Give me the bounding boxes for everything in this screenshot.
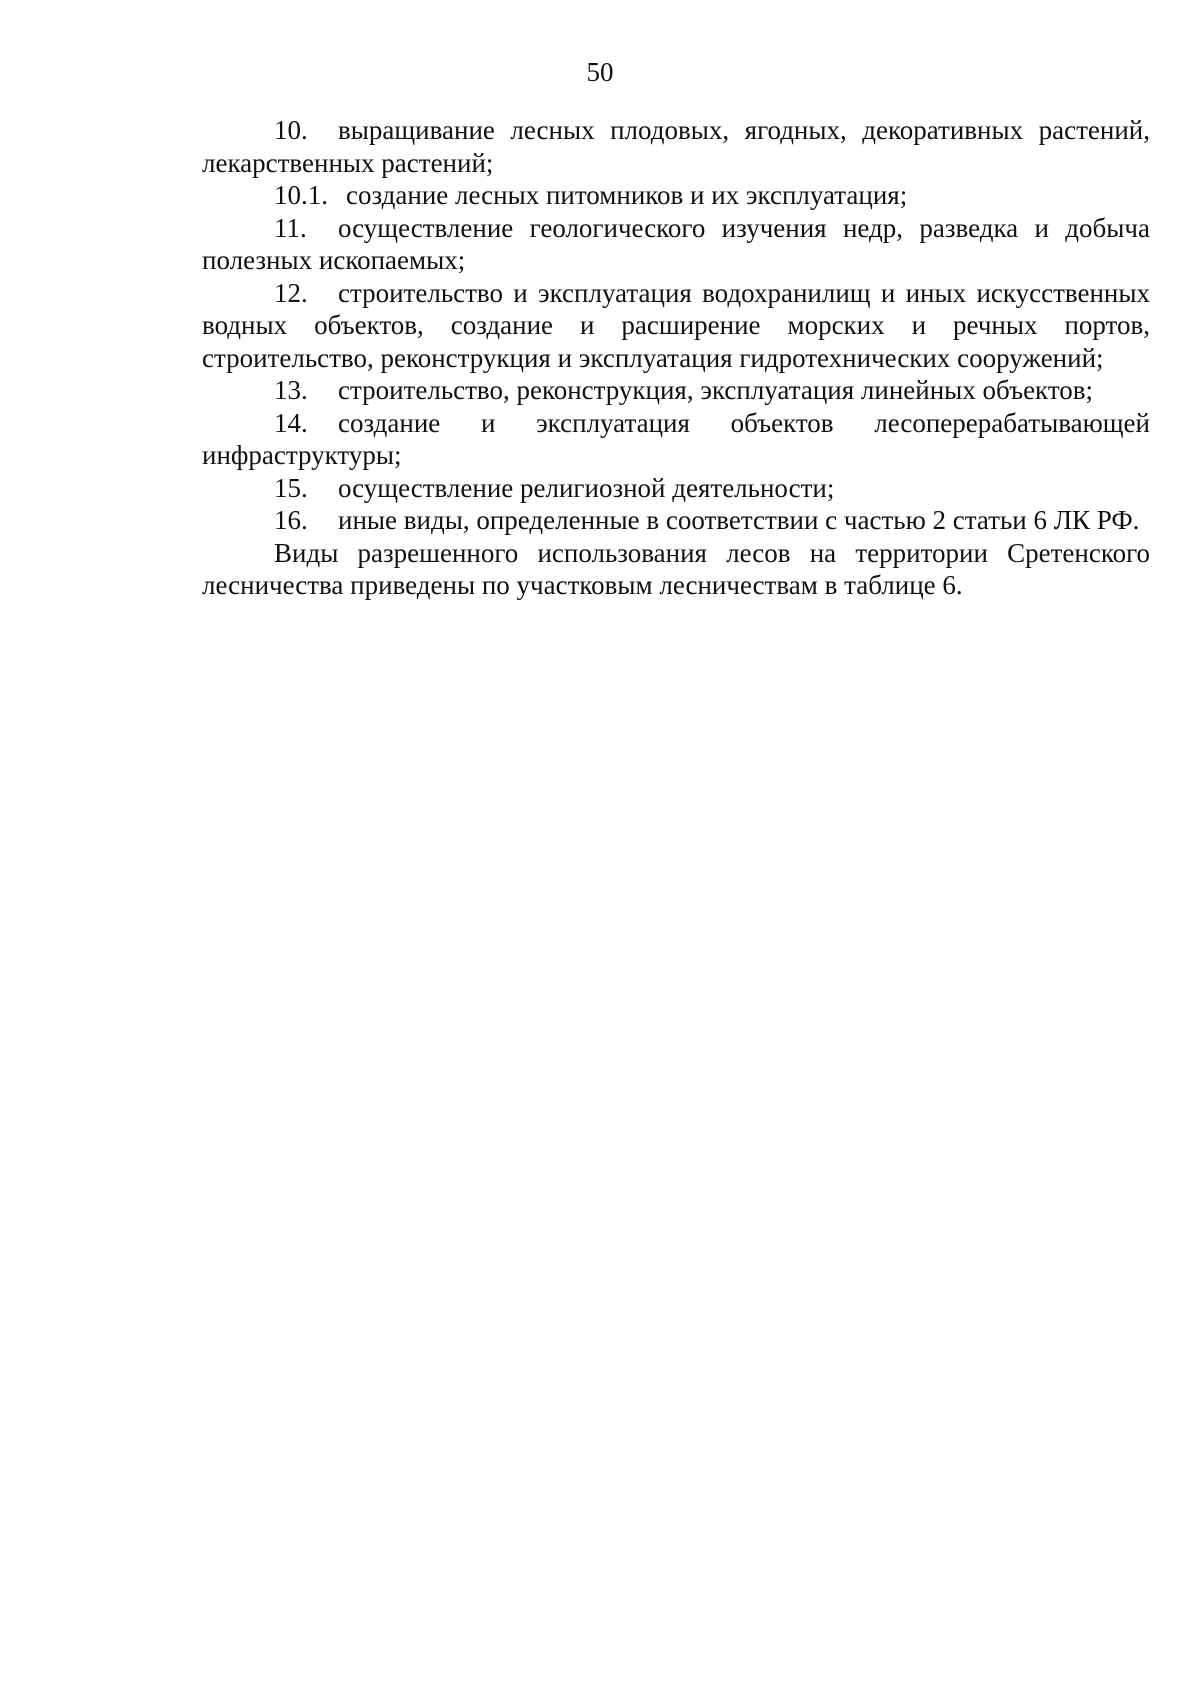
- list-item: [202, 472, 1150, 505]
- list-item-number: 13.: [274, 375, 308, 405]
- list-item-text: строительство и эксплуатация водохранилищ и иных искусственных водных объектов, создание и расширение морских и речных портов, строительство, реконструкция и эксплуатация гидротехнических сооружений;: [202, 277, 1150, 373]
- list-item-number: 11.: [274, 212, 307, 243]
- closing-paragraph: Виды разрешенного использования лесов на территории Сретенского лесничества приведены по участковым лесничествам в таблице 6.: [202, 537, 1150, 600]
- list-item: [202, 212, 1150, 277]
- list-item-number: 16.: [274, 505, 308, 535]
- page-number: 50: [586, 57, 614, 87]
- document-body: [202, 114, 1150, 602]
- list-item: [202, 374, 1150, 407]
- list-item: [202, 114, 1150, 179]
- list-item-text: выращивание лесных плодовых, ягодных, декоративных растений, лекарственных растений;: [202, 115, 1150, 178]
- list-item-text: строительство, реконструкция, эксплуатация линейных объектов;: [338, 375, 1094, 405]
- list-item-number: 10.: [274, 115, 308, 145]
- list-item-number: 15.: [274, 472, 308, 503]
- list-item-text: создание лесных питомников и их эксплуатация;: [346, 180, 908, 210]
- list-item: [202, 179, 1150, 212]
- list-item-number: 12.: [274, 277, 308, 308]
- list-item-number: 14.: [274, 407, 308, 438]
- list-item: [202, 504, 1150, 537]
- list-item-number: 10.1.: [274, 180, 328, 210]
- list-item-text: осуществление геологического изучения недр, разведка и добыча полезных ископаемых;: [202, 212, 1150, 275]
- list-item-text: осуществление религиозной деятельности;: [338, 472, 835, 503]
- list-item: [202, 277, 1150, 375]
- list-item-text: создание и эксплуатация объектов лесоперерабатывающей инфраструктуры;: [202, 407, 1150, 470]
- list-item-text: иные виды, определенные в соответствии с частью 2 статьи 6 ЛК РФ.: [338, 505, 1140, 535]
- list-item: [202, 407, 1150, 472]
